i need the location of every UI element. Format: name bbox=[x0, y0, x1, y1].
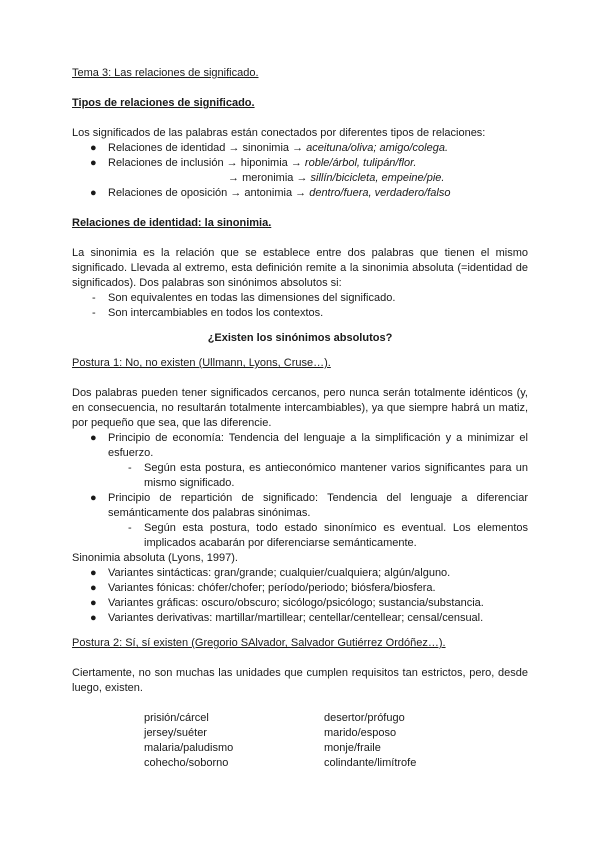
synonym-pairs bbox=[72, 711, 528, 771]
intro-paragraph: Los significados de las palabras están conectados por diferentes tipos de relaciones: bbox=[72, 127, 486, 139]
paragraph-line: significado. Llevada al extremo, esta definición remite a la sinonimia absoluta (=identidad de bbox=[72, 262, 528, 274]
postura-1-heading: Postura 1: No, no existen (Ullmann, Lyons, Cruse…). bbox=[72, 357, 331, 369]
synonym-pair: desertor/prófugo bbox=[324, 712, 405, 724]
synonym-pair: cohecho/soborno bbox=[144, 757, 229, 769]
sinonimia-absoluta-label: Sinonimia absoluta (Lyons, 1997). bbox=[72, 552, 238, 564]
synonym-pair: monje/fraile bbox=[324, 742, 381, 754]
variante-item: ● Variantes fónicas: chófer/chofer; período/periodo; biósfera/biosfera. bbox=[90, 582, 436, 594]
synonym-pair: marido/esposo bbox=[324, 727, 397, 739]
condition-item: - Son intercambiables en todos los contextos. bbox=[92, 307, 324, 319]
relation-item: → meronimia → sillín/bicicleta, empeine/pie. bbox=[228, 172, 445, 184]
bullet-icon: ● bbox=[90, 187, 97, 199]
relation-item: ● Relaciones de inclusión → hiponimia → roble/árbol, tulipán/flor. bbox=[90, 157, 417, 169]
paragraph-line: La sinonimia es la relación que se establece entre dos palabras que tienen el mismo bbox=[72, 247, 528, 259]
principio-sub-item-cont: implicados acabarán por diferenciarse semánticamente. bbox=[144, 537, 417, 549]
dash-icon: - bbox=[128, 522, 132, 534]
section-heading-tipos: Tipos de relaciones de significado. bbox=[72, 97, 255, 109]
variante-item: ● Variantes sintácticas: gran/grande; cualquier/cualquiera; algún/alguno. bbox=[90, 567, 451, 579]
principio-sub-item: - Según esta postura, todo estado sinonímico es eventual. Los elementos bbox=[128, 522, 528, 534]
paragraph-line: Ciertamente, no son muchas las unidades que cumplen requisitos tan estrictos, pero, desde bbox=[72, 667, 528, 679]
bullet-icon: ● bbox=[90, 157, 97, 169]
relation-item: ● Relaciones de identidad → sinonimia → aceituna/oliva; amigo/colega. bbox=[90, 142, 449, 154]
principio-item-cont: semánticamente dos palabras sinónimas. bbox=[108, 507, 311, 519]
document-page bbox=[72, 66, 528, 771]
postura-2-heading: Postura 2: Sí, sí existen (Gregorio SAlvador, Salvador Gutiérrez Ordóñez…). bbox=[72, 637, 446, 649]
bullet-icon: ● bbox=[90, 567, 97, 579]
synonym-pair: jersey/suéter bbox=[144, 727, 207, 739]
bullet-icon: ● bbox=[90, 582, 97, 594]
synonym-pair: prisión/cárcel bbox=[144, 712, 209, 724]
bullet-icon: ● bbox=[90, 432, 97, 444]
paragraph-line: en consecuencia, no resultarán totalmente intercambiables), ya que siempre habrá un matiz, bbox=[72, 402, 528, 414]
principio-sub-item: - Según esta postura, es antieconómico mantener varios significantes para un bbox=[128, 462, 528, 474]
paragraph-line: por pequeño que sea, que las diferencie. bbox=[72, 417, 272, 429]
principio-item: ● Principio de economía: Tendencia del lenguaje a la simplificación y a minimizar el bbox=[90, 432, 528, 444]
section-heading-sinonimia: Relaciones de identidad: la sinonimia. bbox=[72, 217, 272, 229]
synonym-pair: colindante/limítrofe bbox=[324, 757, 417, 769]
bullet-icon: ● bbox=[90, 612, 97, 624]
question-heading: ¿Existen los sinónimos absolutos? bbox=[207, 332, 393, 344]
variante-item: ● Variantes derivativas: martillar/martillear; centellar/centellear; censal/censual. bbox=[90, 612, 484, 624]
paragraph-line: luego, existen. bbox=[72, 682, 143, 694]
synonym-column-right bbox=[324, 711, 416, 771]
principio-item: ● Principio de repartición de significado: Tendencia del lenguaje a diferenciar bbox=[90, 492, 528, 504]
variante-item: ● Variantes gráficas: oscuro/obscuro; sicólogo/psicólogo; sustancia/substancia. bbox=[90, 597, 484, 609]
paragraph-line: Dos palabras pueden tener significados cercanos, pero nunca serán totalmente idénticos (y, bbox=[72, 387, 528, 399]
condition-item: - Son equivalentes en todas las dimensiones del significado. bbox=[92, 292, 396, 304]
principio-sub-item-cont: mismo significado. bbox=[144, 477, 235, 489]
doc-title: Tema 3: Las relaciones de significado. bbox=[72, 67, 259, 79]
dash-icon: - bbox=[92, 307, 96, 319]
dash-icon: - bbox=[92, 292, 96, 304]
bullet-icon: ● bbox=[90, 597, 97, 609]
synonym-column-left bbox=[144, 711, 233, 771]
principio-item-cont: esfuerzo. bbox=[108, 447, 154, 459]
bullet-icon: ● bbox=[90, 492, 97, 504]
bullet-icon: ● bbox=[90, 142, 97, 154]
relation-item: ● Relaciones de oposición → antonimia → dentro/fuera, verdadero/falso bbox=[90, 187, 451, 199]
dash-icon: - bbox=[128, 462, 132, 474]
paragraph-line: significados). Dos palabras son sinónimos absolutos si: bbox=[72, 277, 342, 289]
synonym-pair: malaria/paludismo bbox=[144, 742, 234, 754]
